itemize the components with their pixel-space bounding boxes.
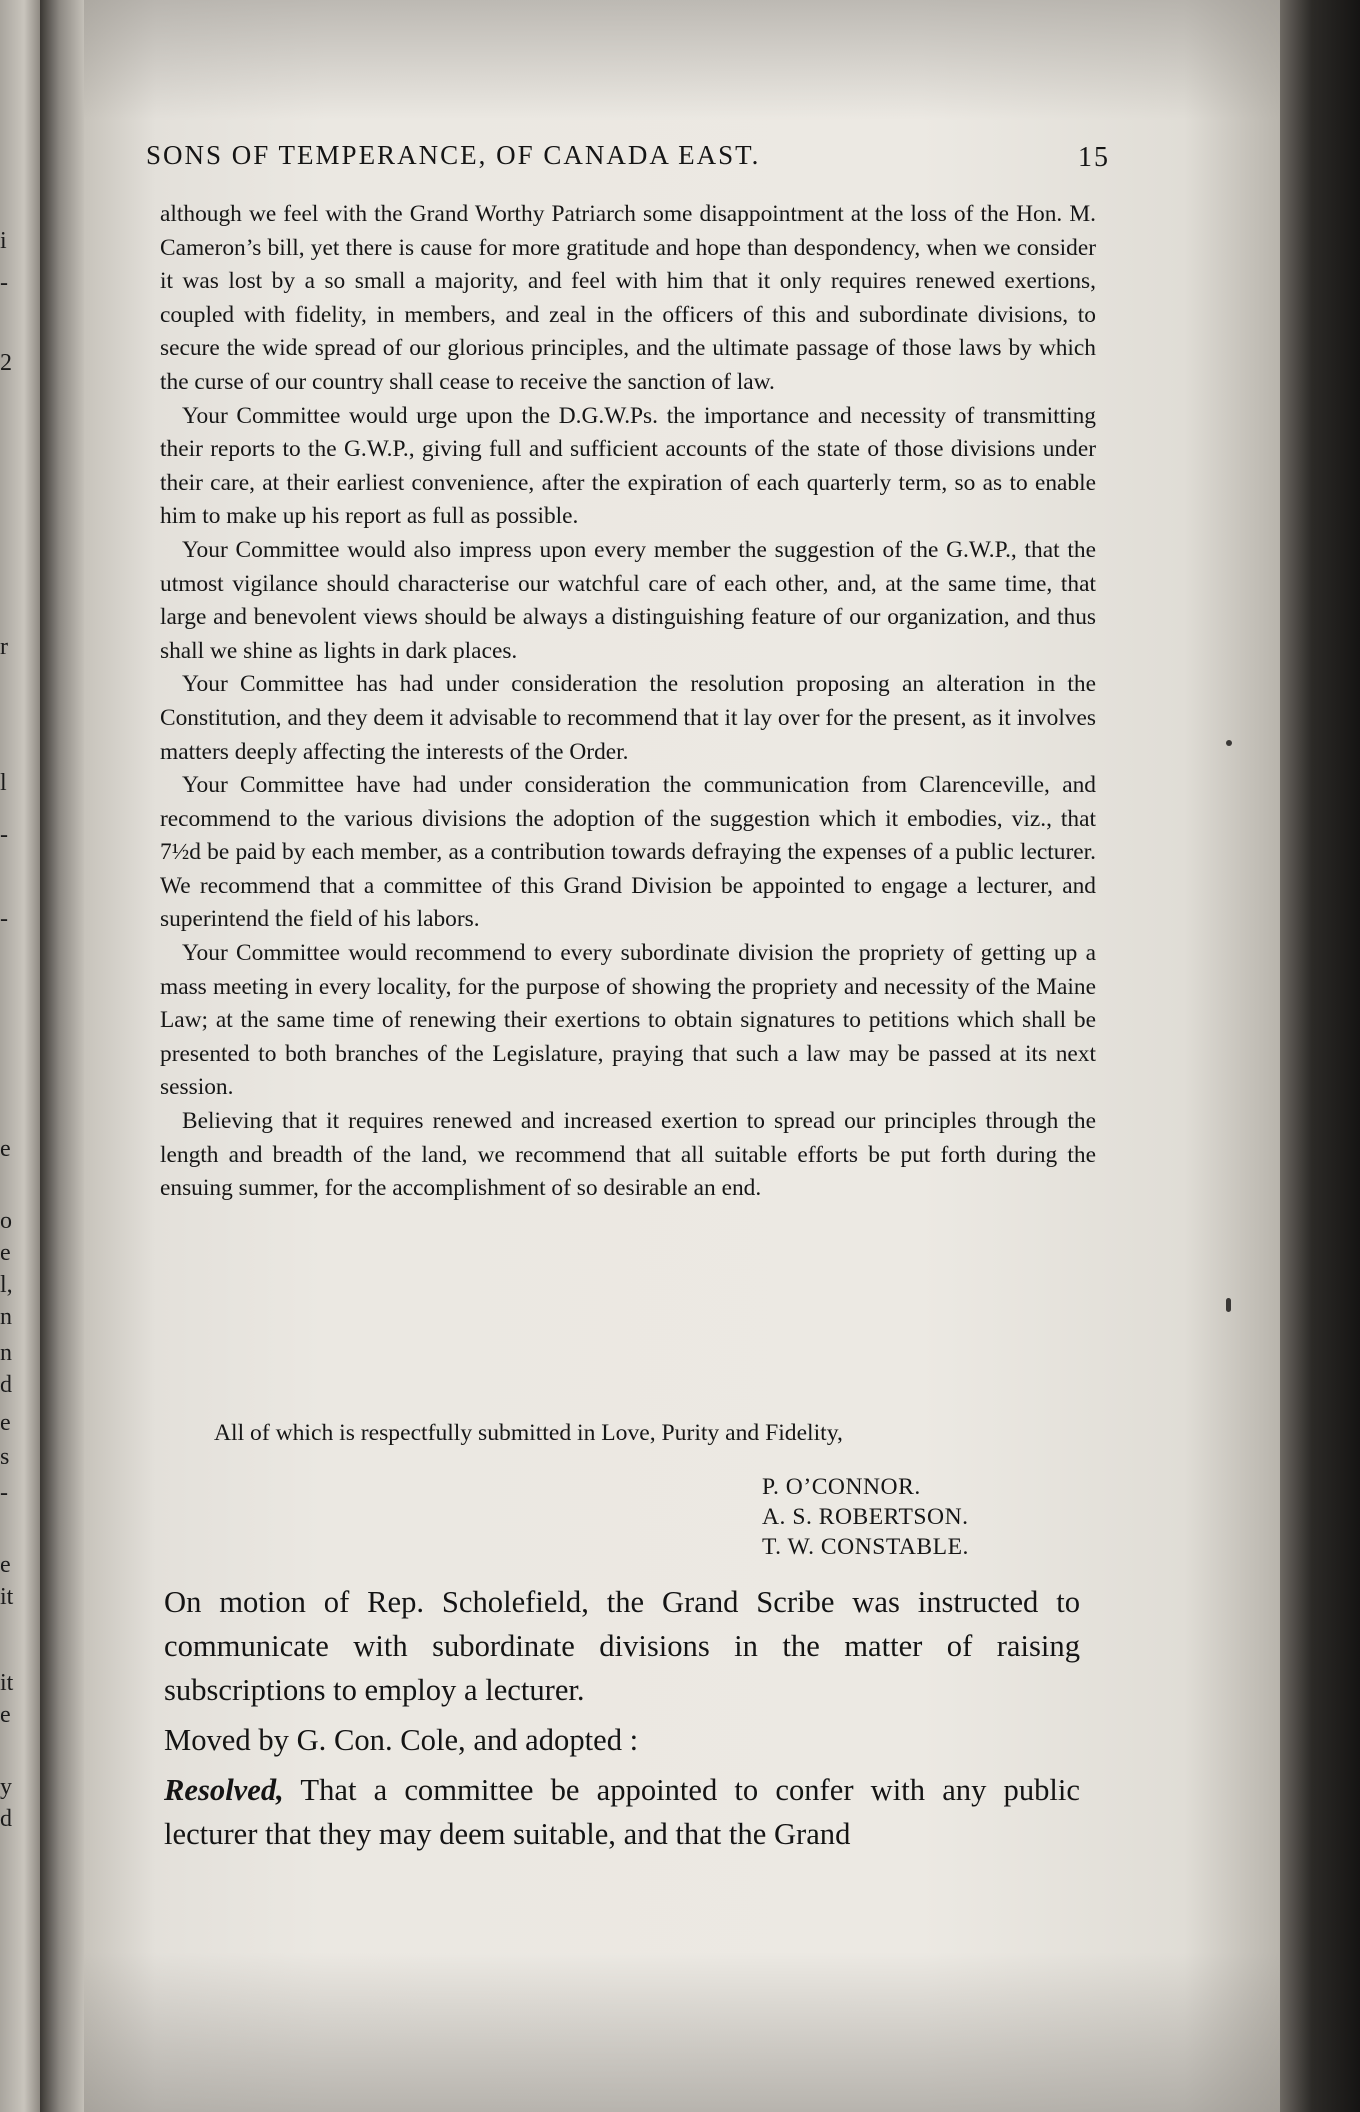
margin-fragment: e — [0, 1136, 11, 1162]
signature-block — [762, 1472, 969, 1562]
page-number: 15 — [1078, 142, 1110, 173]
report-paragraph: although we feel with the Grand Worthy Patriarch some disappointment at the loss of the Hon. M. Cameron’s bill, yet there is cause for more gratitude and hope than despondency, when we consider it was lost by a so small a majority, and feel with him that it only requires renewed exertions, coupled with fidelity, in members, and zeal in the officers of this and subordinate divisions, to secure the wide spread of our glorious principles, and the ultimate passage of those laws by which the curse of our country shall cease to receive the sanction of law. — [160, 201, 1096, 395]
margin-fragment: - — [0, 270, 8, 296]
report-paragraph: Your Committee have had under consideration the communication from Clarenceville, and recommend to the various divisions the adoption of the suggestion which it embodies, viz., that 7½d be paid by each member, as a contribution towards defraying the expenses of a public lecturer. We recommend that a committee of this Grand Division be appointed to engage a lecturer, and superintend the field of his labors. — [160, 772, 1096, 933]
margin-fragment: n — [0, 1340, 12, 1366]
report-paragraph: Your Committee has had under consideration the resolution proposing an alteration in the Constitution, and they deem it advisable to recommend that it lay over for the present, as it involves matters deeply affecting the interests of the Order. — [160, 671, 1096, 765]
margin-fragment: l — [0, 770, 7, 796]
margin-fragment: r — [0, 634, 8, 660]
report-paragraph: Believing that it requires renewed and increased exertion to spread our principles through the length and breadth of the land, we recommend that all suitable efforts be put forth during the ensuing summer, for the accomplishment of so desirable an end. — [160, 1108, 1096, 1202]
margin-fragment: - — [0, 1480, 8, 1506]
resolved-label: Resolved, — [164, 1773, 284, 1807]
margin-fragment: it — [0, 1670, 14, 1696]
committee-report — [160, 198, 1096, 1206]
margin-fragment: - — [0, 822, 8, 848]
margin-fragment: d — [0, 1372, 12, 1398]
report-signoff: All of which is respectfully submitted in Love, Purity and Fidelity, — [214, 1420, 843, 1446]
signature-name: T. W. CONSTABLE. — [762, 1534, 969, 1560]
margin-fragment: o — [0, 1208, 12, 1234]
margin-fragment: n — [0, 1304, 12, 1330]
signature-name: P. O’CONNOR. — [762, 1474, 921, 1500]
running-title: SONS OF TEMPERANCE, OF CANADA EAST. — [146, 140, 761, 170]
margin-fragment: l, — [0, 1272, 13, 1298]
margin-fragment: e — [0, 1702, 11, 1728]
report-paragraph: Your Committee would also impress upon every member the suggestion of the G.W.P., that the utmost vigilance should characterise our watchful care of each other, and, at the same time, that large and benevolent views should be always a distinguishing feature of our organization, and thus shall we shine as lights in dark places. — [160, 536, 1096, 664]
margin-fragment: e — [0, 1410, 11, 1436]
margin-fragment: s — [0, 1444, 10, 1470]
minutes-section — [164, 1580, 1080, 1862]
report-paragraph: Your Committee would urge upon the D.G.W.Ps. the importance and necessity of transmitting their reports to the G.W.P., giving full and sufficient accounts of the state of those divisions under their care, at their earliest convenience, after the expiration of each quarterly term, so as to enable him to make up his report as full as possible. — [160, 402, 1096, 530]
resolution-paragraph — [164, 1768, 1080, 1856]
right-edge-shadow — [1280, 0, 1360, 2112]
resolution-text: That a committee be appointed to confer with any public lecturer that they may deem suitable, and that the Grand — [164, 1773, 1080, 1851]
gutter-shadow — [40, 0, 84, 2112]
moved-paragraph: Moved by G. Con. Cole, and adopted : — [164, 1723, 639, 1757]
ink-speck — [1226, 1298, 1231, 1312]
margin-fragment: i — [0, 228, 7, 254]
report-paragraph: Your Committee would recommend to every subordinate division the propriety of getting up a mass meeting in every locality, for the purpose of showing the propriety and necessity of the Maine Law; at the same time of renewing their exertions to obtain signatures to petitions which shall be presented to both branches of the Legislature, praying that such a law may be passed at its next session. — [160, 940, 1096, 1101]
margin-fragment: it — [0, 1584, 14, 1610]
ink-speck — [1226, 740, 1232, 746]
margin-fragment: e — [0, 1240, 11, 1266]
facing-page-fragments — [0, 0, 40, 2112]
margin-fragment: d — [0, 1806, 12, 1832]
motion-paragraph: On motion of Rep. Scholefield, the Grand Scribe was instructed to communicate with subordinate divisions in the matter of raising subscriptions to employ a lecturer. — [164, 1585, 1080, 1707]
margin-fragment: - — [0, 906, 8, 932]
margin-fragment: 2 — [0, 350, 12, 376]
signature-name: A. S. ROBERTSON. — [762, 1504, 969, 1530]
margin-fragment: y — [0, 1774, 12, 1800]
margin-fragment: e — [0, 1552, 11, 1578]
